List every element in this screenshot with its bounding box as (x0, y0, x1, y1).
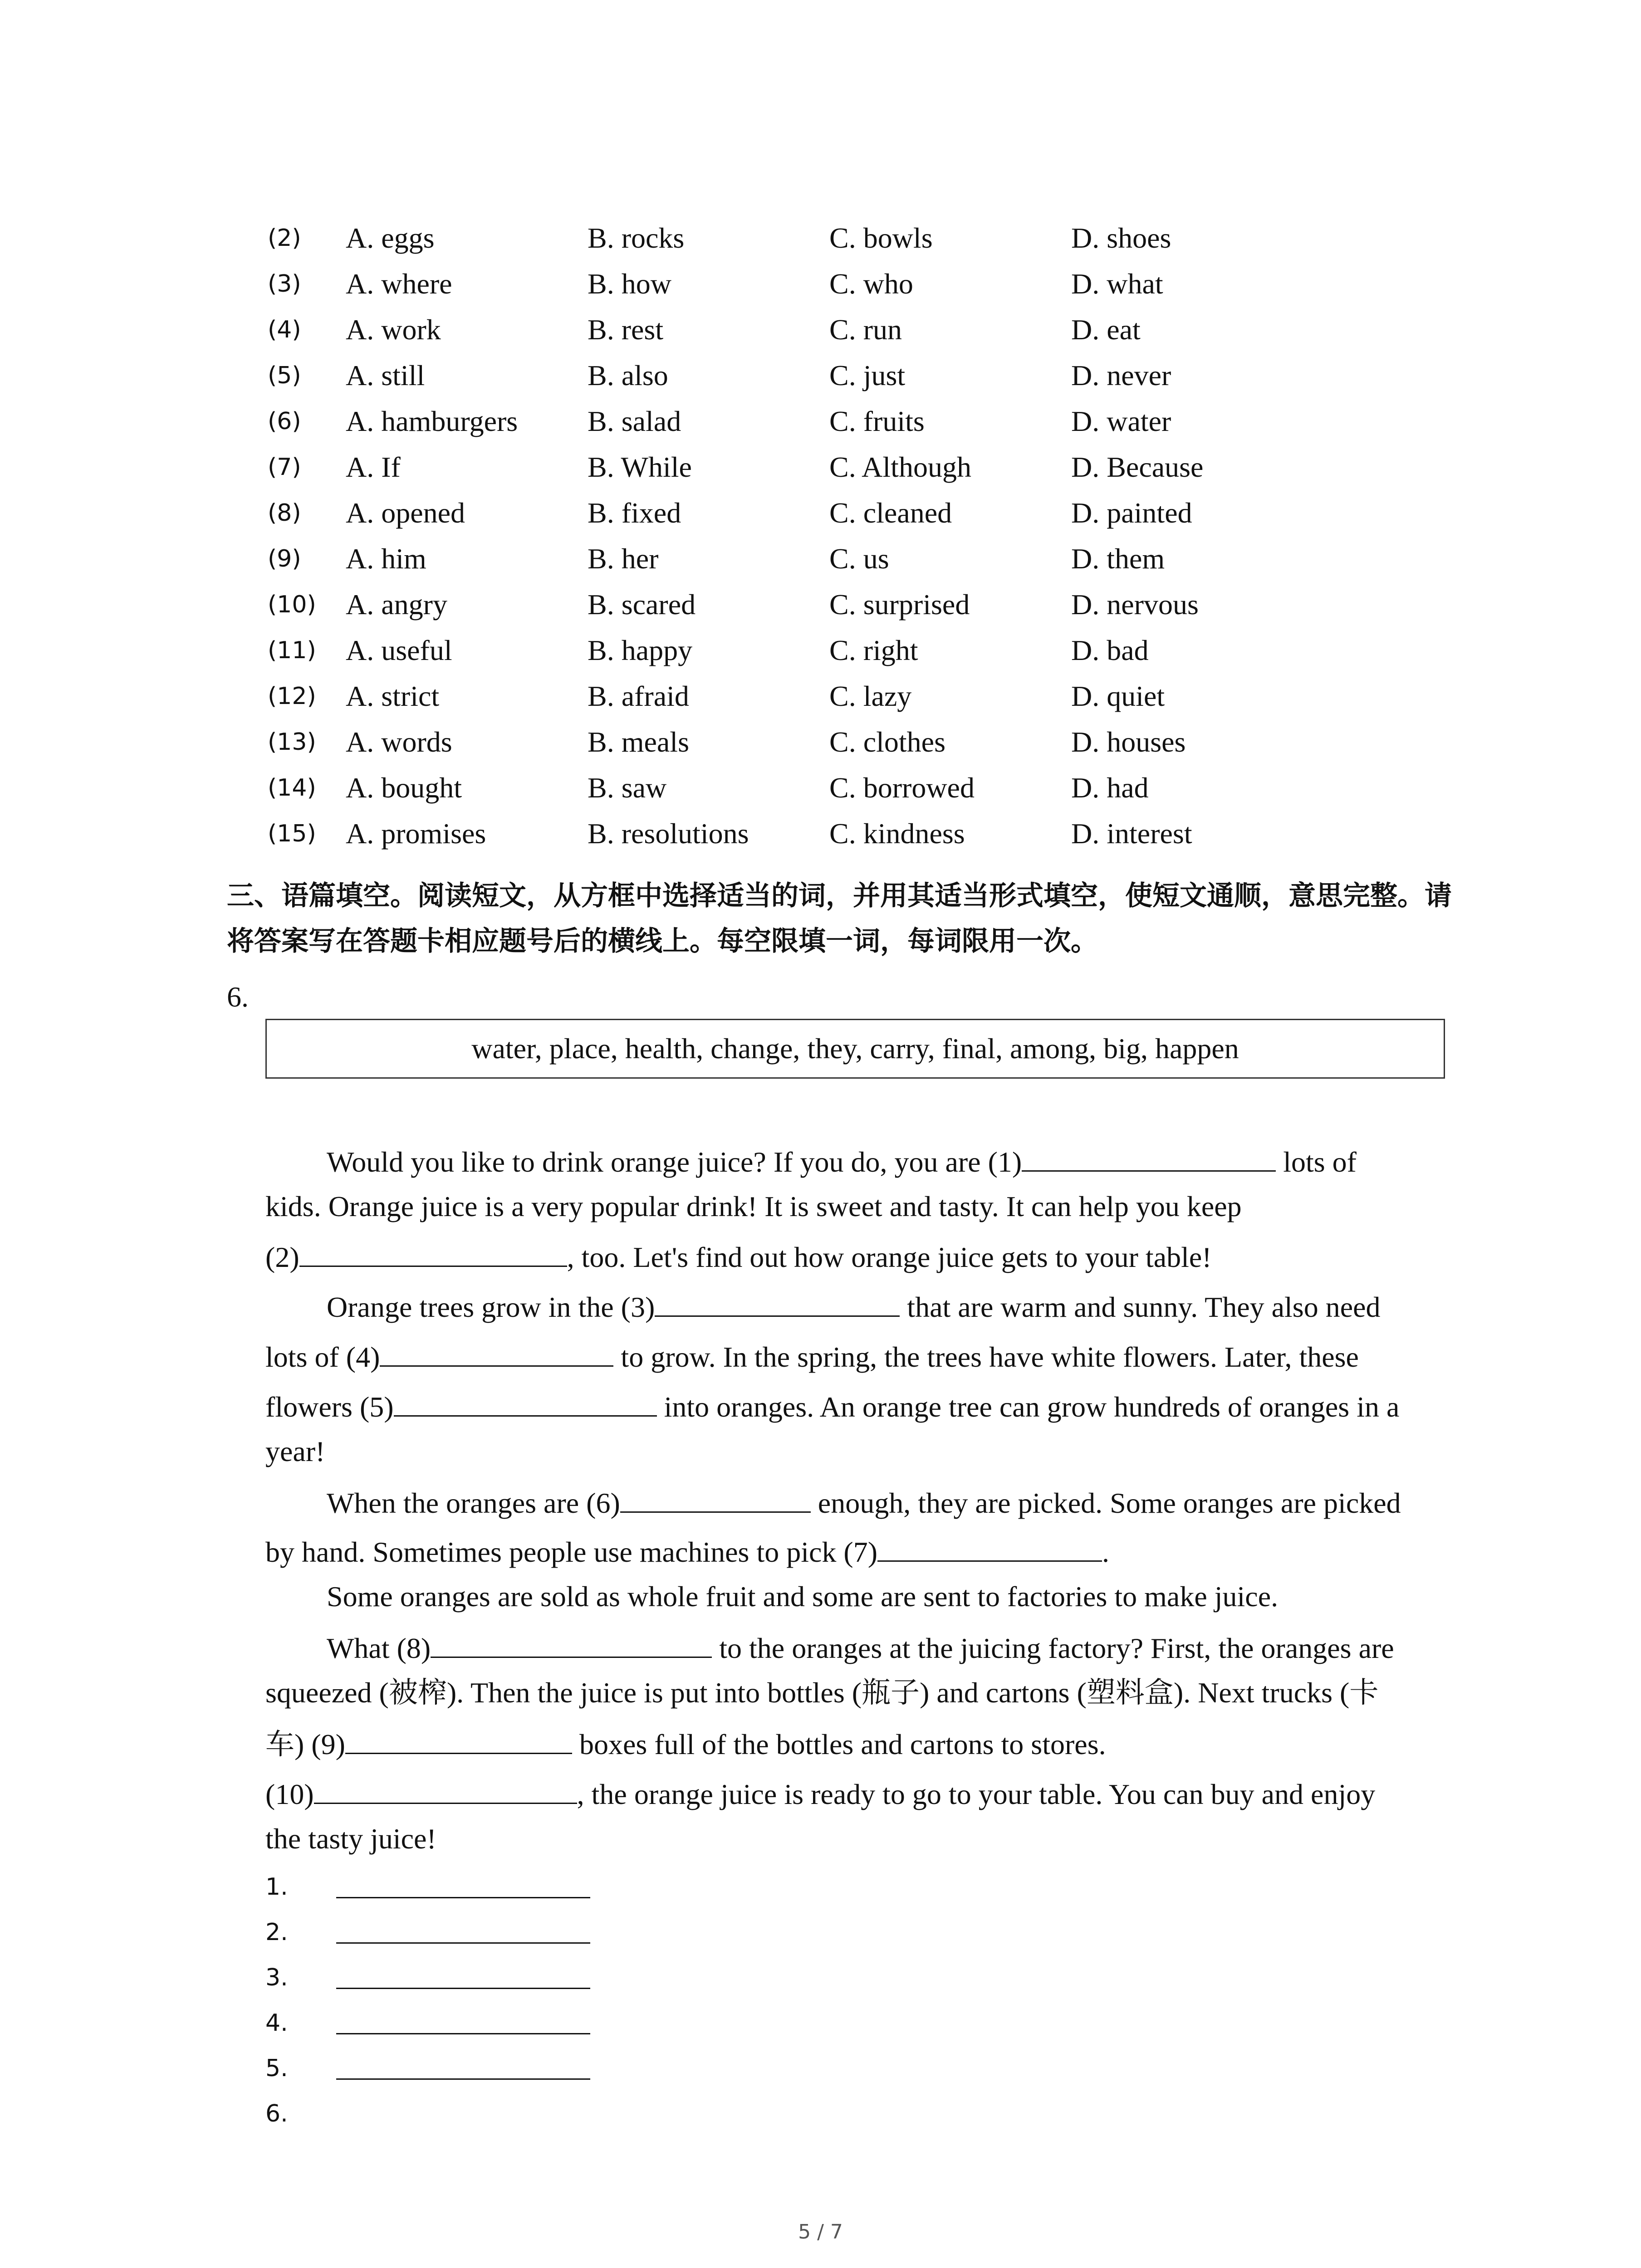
passage-text: Would you like to drink orange juice? If you do, you are (1) (327, 1146, 1022, 1178)
option-row (0, 261, 1641, 307)
passage-line (265, 1383, 1399, 1429)
passage-text: by hand. Sometimes people use machines to pick (7) (265, 1536, 878, 1568)
answer-row (265, 1955, 288, 2000)
option-row (0, 582, 1641, 627)
option-d: D. bad (1071, 634, 1149, 666)
answer-number: 5. (265, 2055, 288, 2082)
passage-line (327, 1574, 1278, 1619)
option-b: B. scared (588, 588, 696, 621)
option-number: (12) (268, 683, 316, 710)
answer-line[interactable] (336, 1942, 590, 1944)
passage-text: What (8) (327, 1632, 431, 1664)
passage-text: boxes full of the bottles and cartons to stores. (572, 1728, 1106, 1760)
passage-text: Orange trees grow in the (3) (327, 1291, 655, 1323)
option-d: D. them (1071, 543, 1165, 575)
passage-line (327, 1480, 1401, 1525)
option-number: (7) (268, 454, 301, 481)
option-a: A. bought (346, 772, 462, 804)
passage-line (265, 1334, 1359, 1379)
option-a: A. where (346, 268, 452, 300)
option-row (0, 536, 1641, 582)
option-number: (8) (268, 499, 301, 527)
option-row (0, 765, 1641, 811)
passage-text: When the oranges are (6) (327, 1487, 620, 1519)
option-number: (11) (268, 637, 316, 664)
option-d: D. shoes (1071, 222, 1171, 254)
option-d: D. water (1071, 405, 1171, 437)
option-a: A. work (346, 313, 441, 346)
option-c: C. cleaned (829, 497, 952, 529)
answer-row (265, 2000, 288, 2046)
passage-line (265, 1429, 325, 1474)
passage-line (265, 1234, 1212, 1279)
option-number: (2) (268, 225, 301, 252)
passage-text: , too. Let's find out how orange juice gets to your table! (567, 1241, 1212, 1273)
passage-line (265, 1721, 1106, 1766)
option-a: A. still (346, 359, 425, 391)
answer-line[interactable] (336, 2078, 590, 2080)
option-a: A. him (346, 543, 426, 575)
option-a: A. If (346, 451, 401, 483)
section-title: 三、语篇填空。阅读短文，从方框中选择适当的词，并用其适当形式填空，使短文通顺，意思完整。请将答案写在答题卡相应题号后的横线上。每空限填一词，每词限用一次。 (227, 880, 1452, 957)
passage-text: to grow. In the spring, the trees have white flowers. Later, these (613, 1341, 1359, 1373)
passage-text: , the orange juice is ready to go to your table. You can buy and enjoy (577, 1778, 1376, 1810)
passage-text: (10) (265, 1778, 314, 1810)
passage-text: lots of (4) (265, 1341, 380, 1373)
option-b: B. fixed (588, 497, 681, 529)
option-number: (3) (268, 270, 301, 298)
answer-number: 6. (265, 2100, 288, 2127)
option-d: D. interest (1071, 817, 1192, 850)
word-box: water, place, health, change, they, carry, final, among, big, happen (265, 1019, 1445, 1079)
option-c: C. bowls (829, 222, 933, 254)
passage-text: Some oranges are sold as whole fruit and some are sent to factories to make juice. (327, 1580, 1279, 1613)
option-number: (10) (268, 591, 316, 618)
option-b: B. saw (588, 772, 667, 804)
passage-text: that are warm and sunny. They also need (900, 1291, 1381, 1323)
option-b: B. While (588, 451, 692, 483)
option-number: (5) (268, 362, 301, 389)
answer-line[interactable] (336, 1988, 590, 1989)
answer-row (265, 1864, 288, 1910)
passage-line (265, 1816, 436, 1862)
passage-line (327, 1139, 1357, 1184)
option-c: C. right (829, 634, 918, 666)
option-d: D. houses (1071, 726, 1186, 758)
option-row (0, 719, 1641, 765)
passage-text: (2) (265, 1241, 299, 1273)
option-d: D. had (1071, 772, 1149, 804)
answer-number: 1. (265, 1873, 288, 1901)
passage-text: to the oranges at the juicing factory? First, the oranges are (712, 1632, 1394, 1664)
blank-8[interactable] (431, 1625, 712, 1658)
blank-10[interactable] (314, 1771, 577, 1804)
option-row (0, 353, 1641, 398)
passage-text: 车) (9) (265, 1728, 345, 1760)
option-b: B. meals (588, 726, 689, 758)
option-number: (15) (268, 820, 316, 847)
option-row (0, 628, 1641, 673)
passage-text: enough, they are picked. Some oranges are picked (810, 1487, 1401, 1519)
option-b: B. also (588, 359, 668, 391)
option-row (0, 307, 1641, 352)
option-number: (6) (268, 408, 301, 435)
answer-number: 2. (265, 1919, 288, 1946)
option-b: B. rocks (588, 222, 685, 254)
option-c: C. fruits (829, 405, 925, 437)
passage-line (265, 1529, 1109, 1574)
passage-text: . (1102, 1536, 1110, 1568)
answer-line[interactable] (336, 2033, 590, 2034)
option-d: D. nervous (1071, 588, 1199, 621)
blank-4[interactable] (380, 1334, 613, 1367)
answer-row (265, 2091, 288, 2136)
blank-2[interactable] (299, 1234, 567, 1267)
option-c: C. kindness (829, 817, 965, 850)
option-d: D. painted (1071, 497, 1192, 529)
blank-5[interactable] (394, 1383, 657, 1417)
option-d: D. quiet (1071, 680, 1165, 712)
passage-line (327, 1625, 1394, 1670)
option-a: A. eggs (346, 222, 435, 254)
answer-number: 4. (265, 2009, 288, 2037)
option-a: A. promises (346, 817, 486, 850)
option-a: A. words (346, 726, 452, 758)
passage-text: lots of (1276, 1146, 1357, 1178)
option-number: (4) (268, 316, 301, 343)
option-d: D. Because (1071, 451, 1204, 483)
option-row (0, 215, 1641, 261)
passage-text: into oranges. An orange tree can grow hundreds of oranges in a (656, 1391, 1400, 1423)
passage-text: flowers (5) (265, 1391, 394, 1423)
passage-text: year! (265, 1435, 325, 1467)
passage-text: kids. Orange juice is a very popular drink! It is sweet and tasty. It can help you keep (265, 1190, 1242, 1222)
option-number: (13) (268, 728, 316, 756)
option-b: B. her (588, 543, 659, 575)
passage-text: the tasty juice! (265, 1823, 436, 1855)
option-a: A. strict (346, 680, 440, 712)
option-c: C. us (829, 543, 889, 575)
option-a: A. hamburgers (346, 405, 518, 437)
answer-number: 3. (265, 1964, 288, 1991)
option-c: C. who (829, 268, 913, 300)
option-b: B. how (588, 268, 671, 300)
blank-1[interactable] (1022, 1139, 1276, 1172)
option-b: B. afraid (588, 680, 689, 712)
passage-line (265, 1771, 1375, 1816)
option-c: C. lazy (829, 680, 912, 712)
passage-line (327, 1284, 1381, 1329)
blank-7[interactable] (877, 1529, 1102, 1562)
option-a: A. angry (346, 588, 447, 621)
passage-line (265, 1670, 1378, 1716)
option-b: B. happy (588, 634, 693, 666)
blank-3[interactable] (655, 1284, 900, 1317)
option-c: C. Although (829, 451, 971, 483)
page-number: 5 / 7 (798, 2220, 843, 2244)
option-c: C. surprised (829, 588, 970, 621)
option-b: B. resolutions (588, 817, 749, 850)
option-number: (9) (268, 545, 301, 572)
question-number: 6. (227, 981, 249, 1013)
option-b: B. rest (588, 313, 664, 346)
option-c: C. clothes (829, 726, 945, 758)
option-row (0, 399, 1641, 444)
blank-9[interactable] (345, 1721, 572, 1754)
answer-row (265, 2046, 288, 2091)
option-row (0, 490, 1641, 536)
option-row (0, 674, 1641, 719)
answer-line[interactable] (336, 1897, 590, 1898)
option-row (0, 445, 1641, 490)
option-c: C. just (829, 359, 906, 391)
option-c: C. run (829, 313, 902, 346)
option-d: D. eat (1071, 313, 1141, 346)
option-b: B. salad (588, 405, 681, 437)
passage-text: squeezed (被榨). Then the juice is put into bottles (瓶子) and cartons (塑料盒). Next trucks (卡 (265, 1677, 1379, 1709)
option-number: (14) (268, 774, 316, 802)
blank-6[interactable] (620, 1480, 811, 1513)
option-a: A. opened (346, 497, 465, 529)
option-d: D. never (1071, 359, 1171, 391)
option-a: A. useful (346, 634, 452, 666)
option-row (0, 811, 1641, 856)
option-c: C. borrowed (829, 772, 975, 804)
option-d: D. what (1071, 268, 1163, 300)
answer-row (265, 1910, 288, 1955)
passage-line (265, 1184, 1242, 1229)
